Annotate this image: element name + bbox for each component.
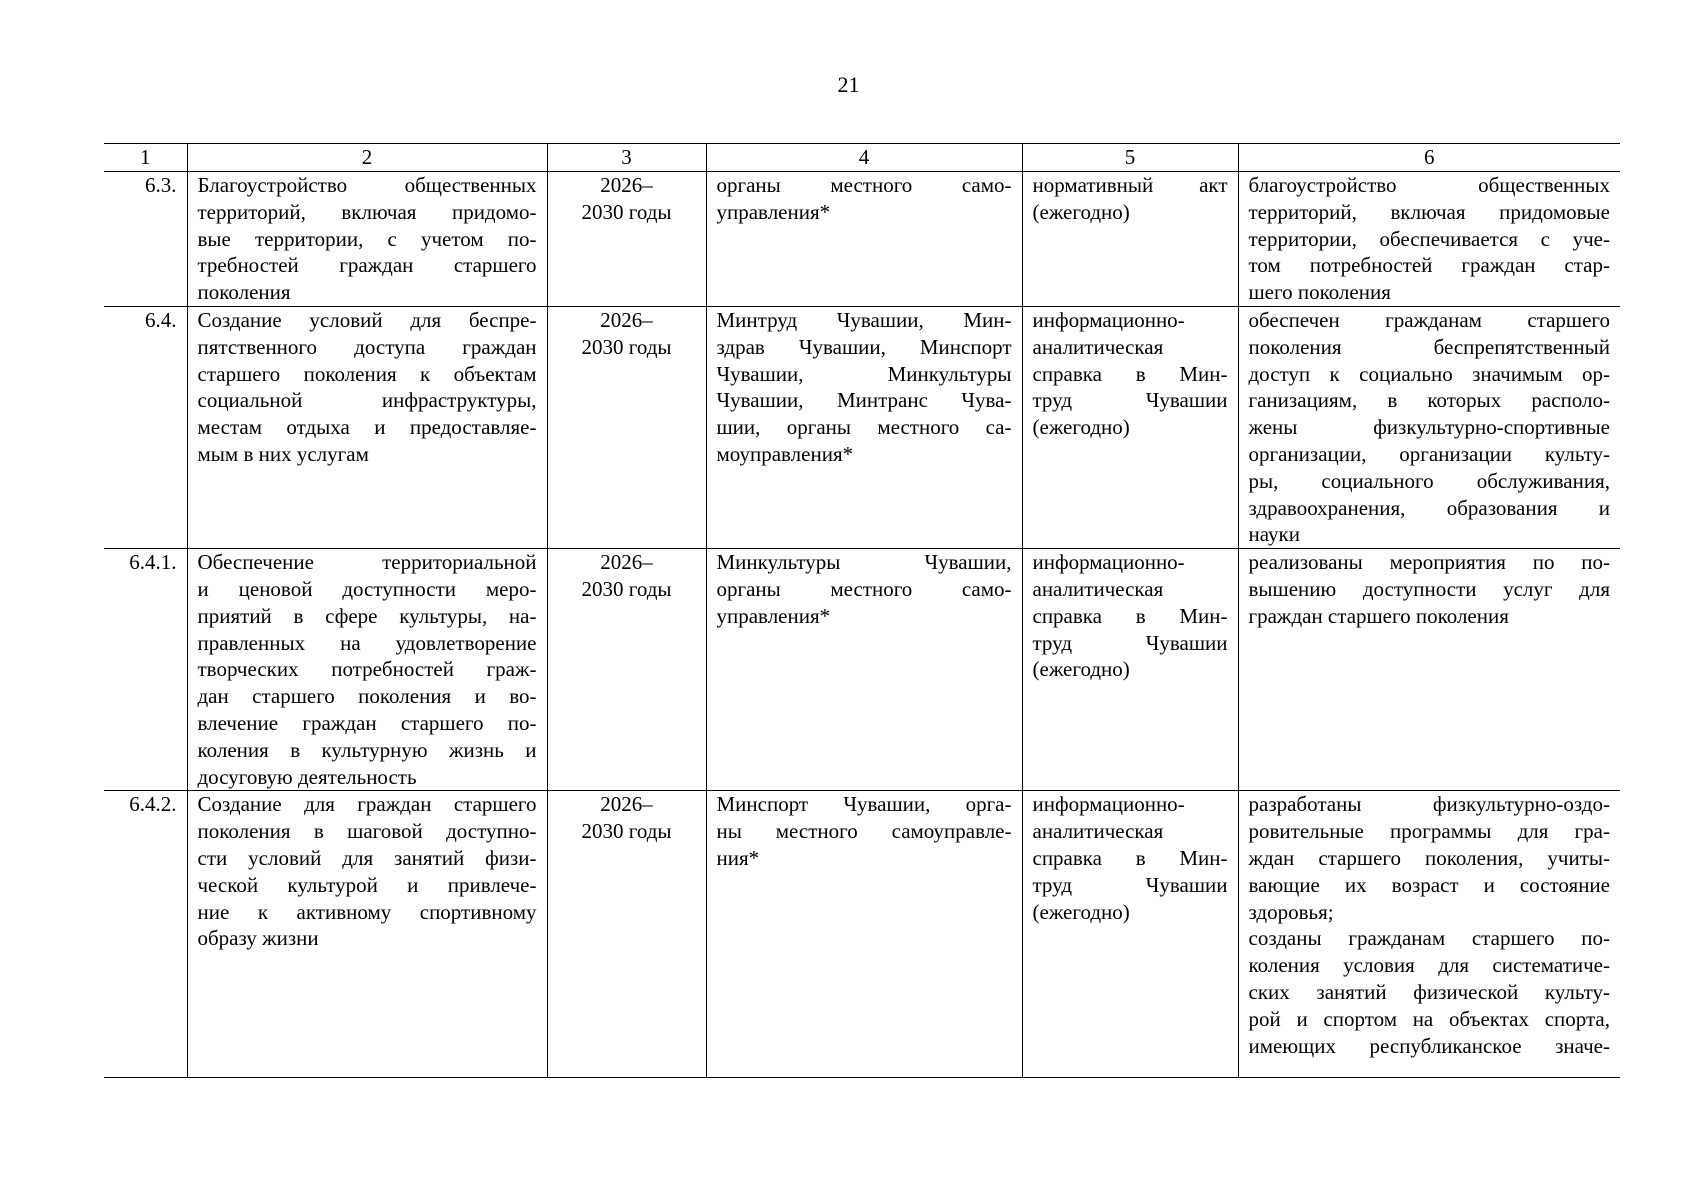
text-line: социальной инфраструктуры, — [197, 388, 537, 413]
text-line: образу жизни — [197, 926, 319, 951]
text-line: информационно- — [1032, 792, 1185, 817]
column-header-5: 5 — [1022, 144, 1238, 172]
text-line: коления в культурную жизнь и — [197, 737, 537, 762]
text-line: управления* — [716, 199, 831, 224]
period-cell — [547, 307, 706, 549]
text-line: созданы гражданам старшего по- — [1248, 926, 1610, 951]
text-line: творческих потребностей граж- — [197, 657, 537, 682]
page-number: 21 — [837, 72, 860, 97]
text-line: аналитическая — [1032, 334, 1164, 359]
text-line: ния* — [716, 845, 760, 870]
text-line: 2030 годы — [581, 199, 672, 224]
text-line: благоустройство общественных — [1248, 173, 1610, 197]
text-line: здравоохранения, образования и — [1248, 495, 1610, 520]
text-line: Минспорт Чувашии, орга- — [716, 792, 1012, 817]
text-line: вышению доступности услуг для — [1248, 576, 1610, 601]
text-line: (ежегодно) — [1032, 415, 1130, 440]
row-number: 6.4.2. — [104, 791, 187, 1078]
text-line: труд Чувашии — [1032, 872, 1228, 897]
text-line: имеющих республиканское значе- — [1248, 1033, 1610, 1058]
result-cell — [1238, 172, 1620, 307]
text-line: 2026– — [600, 550, 653, 575]
text-line: ровительные программы для гра- — [1248, 819, 1610, 844]
text-line: Минкультуры Чувашии, — [716, 550, 1012, 575]
measure-title — [187, 172, 547, 307]
text-line: территории, обеспечивается с уче- — [1248, 226, 1610, 251]
text-line: Создание условий для беспре- — [197, 308, 537, 332]
text-line: граждан старшего поколения — [1248, 603, 1509, 628]
text-line: здоровья; — [1248, 899, 1334, 924]
table-row — [104, 172, 1620, 307]
text-line: ческой культурой и привлече- — [197, 872, 537, 897]
text-line: пятственного доступа граждан — [197, 334, 537, 359]
text-line: Чувашии, Минтранс Чува- — [716, 388, 1012, 413]
text-line: моуправления* — [716, 441, 854, 466]
text-line: труд Чувашии — [1032, 630, 1228, 655]
text-line: органы местного само- — [716, 576, 1012, 601]
text-line: (ежегодно) — [1032, 899, 1130, 924]
text-line: (ежегодно) — [1032, 657, 1130, 682]
text-line: справка в Мин- — [1032, 603, 1228, 628]
text-line: Создание для граждан старшего — [197, 792, 537, 817]
text-line: влечение граждан старшего по- — [197, 710, 537, 735]
text-line: 2030 годы — [581, 819, 672, 844]
result-cell — [1238, 791, 1620, 1078]
text-line: том потребностей граждан стар- — [1248, 253, 1610, 278]
executors-cell — [706, 791, 1022, 1078]
row-number: 6.4.1. — [104, 549, 187, 791]
text-line: ганизациям, в которых располо- — [1248, 388, 1610, 413]
text-line: поколения в шаговой доступно- — [197, 819, 537, 844]
text-line: 2026– — [600, 792, 653, 817]
text-line: дан старшего поколения и во- — [197, 684, 537, 709]
text-line: справка в Мин- — [1032, 361, 1228, 386]
result-cell — [1238, 549, 1620, 791]
row-number: 6.3. — [104, 172, 187, 307]
text-line: науки — [1248, 522, 1300, 547]
column-header-4: 4 — [706, 144, 1022, 172]
text-line: местам отдыха и предоставляе- — [197, 415, 537, 440]
measure-title — [187, 549, 547, 791]
text-line: сти условий для занятий физи- — [197, 845, 537, 870]
column-header-1: 1 — [104, 144, 187, 172]
text-line: поколения беспрепятственный — [1248, 334, 1610, 359]
result-cell — [1238, 307, 1620, 549]
text-line: шего поколения — [1248, 280, 1391, 305]
executors-cell — [706, 172, 1022, 307]
text-line: мым в них услугам — [197, 441, 369, 466]
table-row — [104, 307, 1620, 549]
text-line: требностей граждан старшего — [197, 253, 537, 278]
period-cell — [547, 172, 706, 307]
text-line: органы местного само- — [716, 173, 1012, 197]
text-line: досуговую деятельность — [197, 764, 417, 789]
text-line: и ценовой доступности меро- — [197, 576, 537, 601]
measure-title — [187, 791, 547, 1078]
column-header-2: 2 — [187, 144, 547, 172]
text-line: (ежегодно) — [1032, 199, 1130, 224]
text-line: Обеспечение территориальной — [197, 550, 537, 575]
text-line: управления* — [716, 603, 831, 628]
text-line: приятий в сфере культуры, на- — [197, 603, 537, 628]
column-header-6: 6 — [1238, 144, 1620, 172]
measure-title — [187, 307, 547, 549]
executors-cell — [706, 549, 1022, 791]
text-line: Минтруд Чувашии, Мин- — [716, 308, 1012, 332]
report-cell — [1022, 549, 1238, 791]
report-cell — [1022, 172, 1238, 307]
text-line: аналитическая — [1032, 576, 1164, 601]
executors-cell — [706, 307, 1022, 549]
text-line: коления условия для систематиче- — [1248, 953, 1610, 978]
text-line: организации, организации культу- — [1248, 441, 1610, 466]
text-line: Благоустройство общественных — [197, 173, 537, 197]
text-line: справка в Мин- — [1032, 845, 1228, 870]
text-line: 2026– — [600, 308, 653, 332]
report-cell — [1022, 791, 1238, 1078]
text-line: реализованы мероприятия по по- — [1248, 550, 1610, 575]
text-line: 2030 годы — [581, 576, 672, 601]
text-line: шии, органы местного са- — [716, 415, 1012, 440]
text-line: ждан старшего поколения, учиты- — [1248, 845, 1610, 870]
measures-table — [104, 143, 1620, 1078]
text-line: жены физкультурно-спортивные — [1248, 415, 1610, 440]
text-line: доступ к социально значимым ор- — [1248, 361, 1610, 386]
text-line: вые территории, с учетом по- — [197, 226, 537, 251]
table-row — [104, 791, 1620, 1078]
column-header-3: 3 — [547, 144, 706, 172]
text-line: нормативный акт — [1032, 173, 1228, 197]
text-line: труд Чувашии — [1032, 388, 1228, 413]
report-cell — [1022, 307, 1238, 549]
text-line: ских занятий физической культу- — [1248, 979, 1610, 1004]
table-row — [104, 549, 1620, 791]
period-cell — [547, 549, 706, 791]
text-line: территорий, включая придомовые — [1248, 199, 1610, 224]
text-line: ны местного самоуправле- — [716, 819, 1012, 844]
row-number: 6.4. — [104, 307, 187, 549]
text-line: здрав Чувашии, Минспорт — [716, 334, 1012, 359]
period-cell — [547, 791, 706, 1078]
text-line: ры, социального обслуживания, — [1248, 468, 1610, 493]
text-line: ние к активному спортивному — [197, 899, 537, 924]
text-line: рой и спортом на объектах спорта, — [1248, 1006, 1610, 1031]
text-line: разработаны физкультурно-оздо- — [1248, 792, 1610, 817]
text-line: Чувашии, Минкультуры — [716, 361, 1012, 386]
text-line: правленных на удовлетворение — [197, 630, 537, 655]
text-line: старшего поколения к объектам — [197, 361, 537, 386]
text-line: аналитическая — [1032, 819, 1164, 844]
text-line: информационно- — [1032, 550, 1185, 575]
text-line: 2026– — [600, 173, 653, 197]
text-line: информационно- — [1032, 308, 1185, 332]
text-line: территорий, включая придомо- — [197, 199, 537, 224]
text-line: поколения — [197, 280, 291, 305]
text-line: 2030 годы — [581, 334, 672, 359]
text-line: обеспечен гражданам старшего — [1248, 308, 1610, 332]
text-line: вающие их возраст и состояние — [1248, 872, 1610, 897]
table-header-row — [104, 144, 1620, 172]
